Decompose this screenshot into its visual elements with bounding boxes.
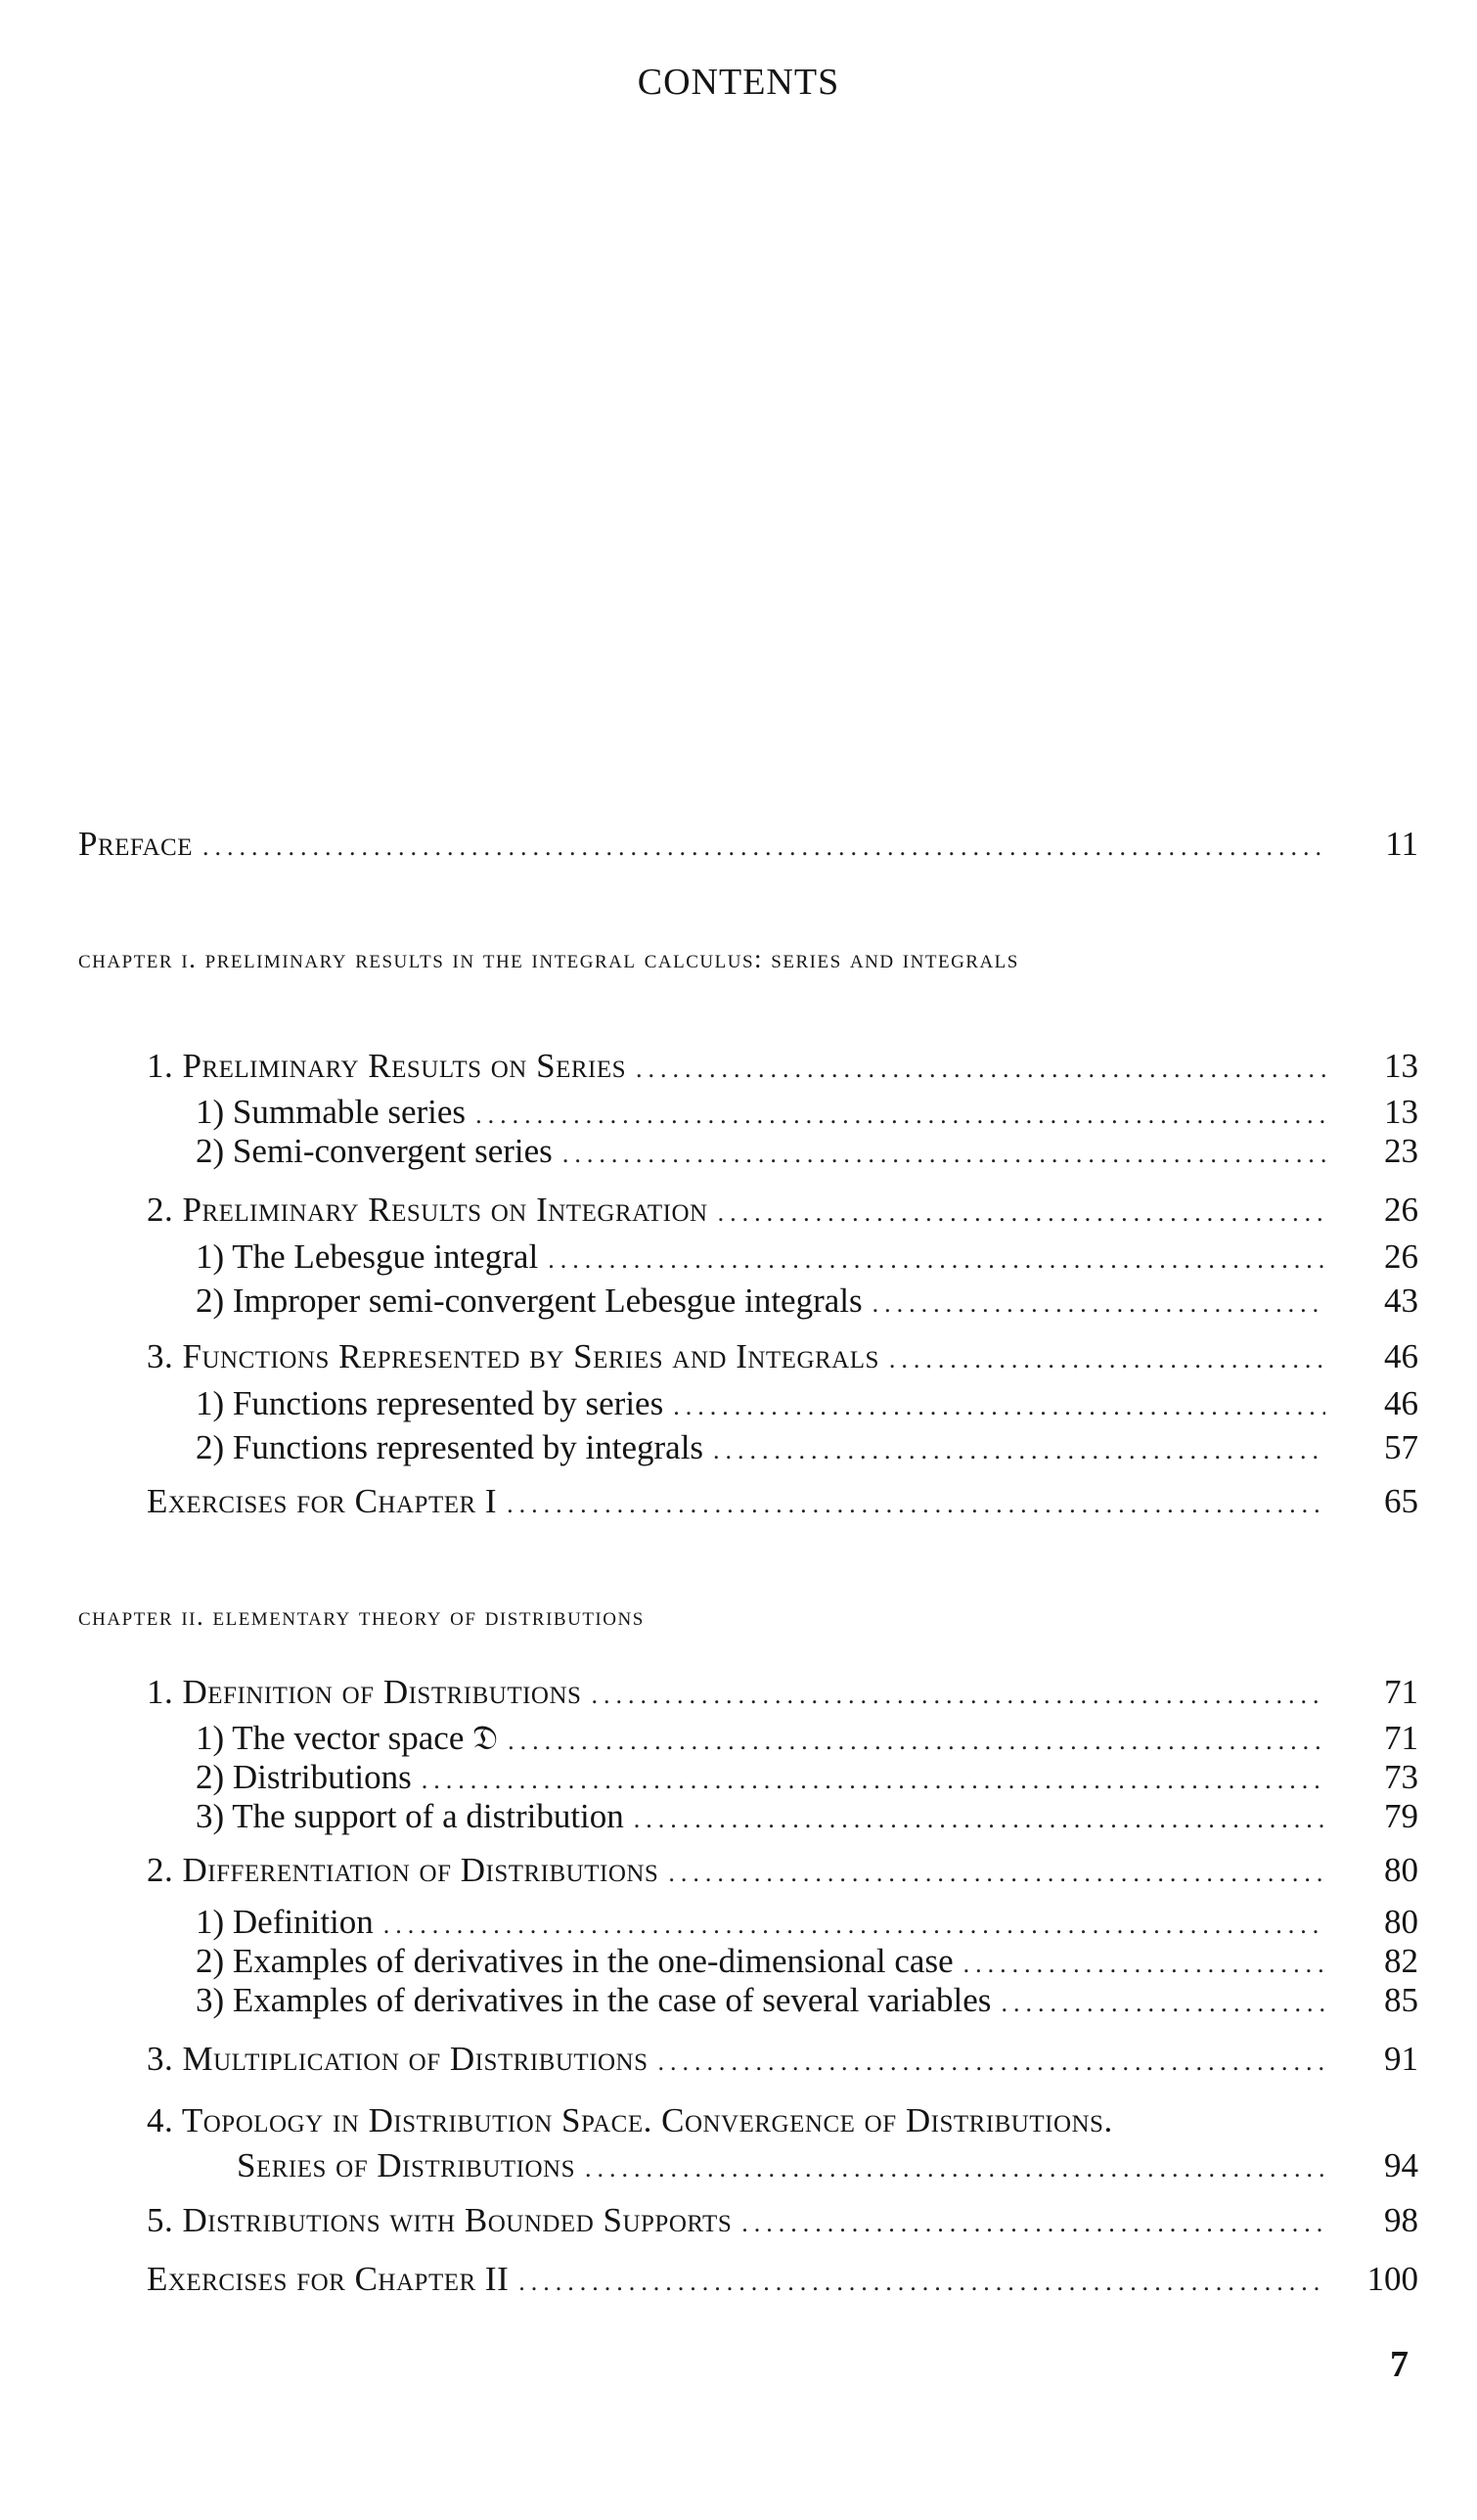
toc-section[interactable] xyxy=(147,1191,1325,1236)
toc-exercises[interactable] xyxy=(147,1482,1325,1527)
toc-page-number: 80 xyxy=(1384,1851,1418,1889)
toc-page-number: 65 xyxy=(1384,1482,1418,1520)
toc-entry-label: Exercises for Chapter II xyxy=(147,2260,510,2298)
dot-leader xyxy=(548,1245,1325,1275)
page-folio: 7 xyxy=(1390,2344,1409,2385)
chapter-2-prefix: chapter ii. xyxy=(78,1601,205,1631)
toc-page-number: 79 xyxy=(1384,1797,1418,1835)
toc-page-number: 85 xyxy=(1384,1981,1418,2019)
toc-entry-preface[interactable] xyxy=(78,825,1325,870)
toc-entry-label: 5. Distributions with Bounded Supports xyxy=(147,2201,733,2239)
toc-page-number: 46 xyxy=(1384,1384,1418,1422)
toc-page-number: 94 xyxy=(1384,2146,1418,2184)
toc-entry-label: 3. Multiplication of Distributions xyxy=(147,2040,649,2078)
dot-leader xyxy=(585,2154,1325,2183)
toc-section-multiline[interactable] xyxy=(147,2101,1389,2146)
dot-leader xyxy=(1001,1989,1325,2018)
toc-section-continuation[interactable] xyxy=(237,2146,1325,2191)
dot-leader xyxy=(562,1140,1325,1169)
dot-leader xyxy=(636,1055,1325,1084)
dot-leader xyxy=(963,1950,1325,1979)
toc-page-number: 71 xyxy=(1384,1719,1418,1757)
chapter-2-heading xyxy=(78,1597,1320,1636)
dot-leader xyxy=(713,1436,1325,1465)
toc-entry-label: 2. Differentiation of Distributions xyxy=(147,1851,659,1889)
dot-leader xyxy=(741,2209,1325,2238)
dot-leader xyxy=(673,1392,1325,1421)
chapter-1-title: preliminary results in the integral calculus: series and integrals xyxy=(204,944,1019,973)
dot-leader xyxy=(508,1727,1325,1756)
toc-entry-label: 1) Summable series xyxy=(196,1093,467,1131)
toc-entry-label: 3. Functions Represented by Series and Integrals xyxy=(147,1337,879,1375)
toc-page-number: 80 xyxy=(1384,1903,1418,1941)
dot-leader xyxy=(634,1805,1325,1834)
dot-leader xyxy=(873,1289,1325,1319)
toc-entry-label: 1. Definition of Distributions xyxy=(147,1673,582,1711)
toc-entry-label: 4. Topology in Distribution Space. Convergence of Distributions. xyxy=(147,2101,1113,2139)
dot-leader xyxy=(518,2268,1325,2297)
toc-subsection[interactable] xyxy=(196,1282,1325,1327)
toc-entry-label: Exercises for Chapter I xyxy=(147,1482,498,1520)
dot-leader xyxy=(718,1198,1325,1228)
toc-entry-label: 2. Preliminary Results on Integration xyxy=(147,1191,708,1229)
toc-page-number: 13 xyxy=(1384,1093,1418,1131)
toc-subsection[interactable] xyxy=(196,1428,1325,1473)
toc-page-number: 82 xyxy=(1384,1942,1418,1980)
chapter-2-title: elementary theory of distributions xyxy=(212,1601,645,1631)
toc-page-number: 71 xyxy=(1384,1673,1418,1711)
toc-section[interactable] xyxy=(147,1851,1325,1896)
chapter-1-heading xyxy=(78,939,1320,978)
toc-entry-label: 2) Improper semi-convergent Lebesgue integrals xyxy=(196,1282,863,1320)
toc-page-number: 73 xyxy=(1384,1758,1418,1796)
toc-section[interactable] xyxy=(147,1673,1325,1718)
toc-page-number: 98 xyxy=(1384,2201,1418,2239)
toc-section[interactable] xyxy=(147,2040,1325,2085)
toc-page-number: 46 xyxy=(1384,1337,1418,1375)
toc-page-number: 26 xyxy=(1384,1238,1418,1276)
toc-entry-label: 1) Definition xyxy=(196,1903,374,1941)
toc-subsection[interactable] xyxy=(196,1981,1325,2026)
dot-leader xyxy=(591,1681,1325,1710)
toc-entry-label: 2) Semi-convergent series xyxy=(196,1132,553,1170)
toc-subsection[interactable] xyxy=(196,1384,1325,1429)
toc-page-number: 43 xyxy=(1384,1282,1418,1320)
toc-entry-label: Preface xyxy=(78,825,193,863)
toc-entry-label: 1) The Lebesgue integral xyxy=(196,1238,539,1276)
toc-page-number: 13 xyxy=(1384,1047,1418,1085)
dot-leader xyxy=(422,1766,1325,1795)
toc-entry-label: 3) Examples of derivatives in the case of several variables xyxy=(196,1981,992,2019)
dot-leader xyxy=(202,832,1325,862)
toc-entry-label: Series of Distributions xyxy=(237,2146,575,2184)
dot-leader xyxy=(475,1101,1325,1130)
toc-entry-label: 3) The support of a distribution xyxy=(196,1797,624,1835)
toc-page-number: 26 xyxy=(1384,1191,1418,1229)
toc-entry-label: 2) Distributions xyxy=(196,1758,412,1796)
toc-section[interactable] xyxy=(147,2201,1325,2246)
toc-subsection[interactable] xyxy=(196,1132,1325,1177)
toc-entry-label: 2) Functions represented by integrals xyxy=(196,1428,704,1466)
toc-entry-label: 1) The vector space 𝔇 xyxy=(196,1719,499,1757)
toc-entry-label: 1. Preliminary Results on Series xyxy=(147,1047,627,1085)
toc-entry-label: 1) Functions represented by series xyxy=(196,1384,664,1422)
toc-page-number: 91 xyxy=(1384,2040,1418,2078)
toc-page-number: 100 xyxy=(1366,2260,1418,2298)
dot-leader xyxy=(383,1911,1325,1940)
toc-subsection[interactable] xyxy=(196,1797,1325,1842)
dot-leader xyxy=(657,2048,1325,2077)
chapter-1-prefix: chapter i. xyxy=(78,944,198,973)
toc-entry-label: 2) Examples of derivatives in the one-dimensional case xyxy=(196,1942,954,1980)
dot-leader xyxy=(889,1345,1325,1374)
toc-exercises[interactable] xyxy=(147,2260,1325,2305)
dot-leader xyxy=(668,1859,1325,1888)
toc-page-number: 23 xyxy=(1384,1132,1418,1170)
dot-leader xyxy=(507,1490,1325,1519)
toc-section[interactable] xyxy=(147,1047,1325,1092)
toc-subsection[interactable] xyxy=(196,1238,1325,1282)
toc-section[interactable] xyxy=(147,1337,1325,1382)
toc-page-number: 57 xyxy=(1384,1428,1418,1466)
toc-page-number: 11 xyxy=(1385,825,1418,863)
page-title: CONTENTS xyxy=(637,62,840,103)
